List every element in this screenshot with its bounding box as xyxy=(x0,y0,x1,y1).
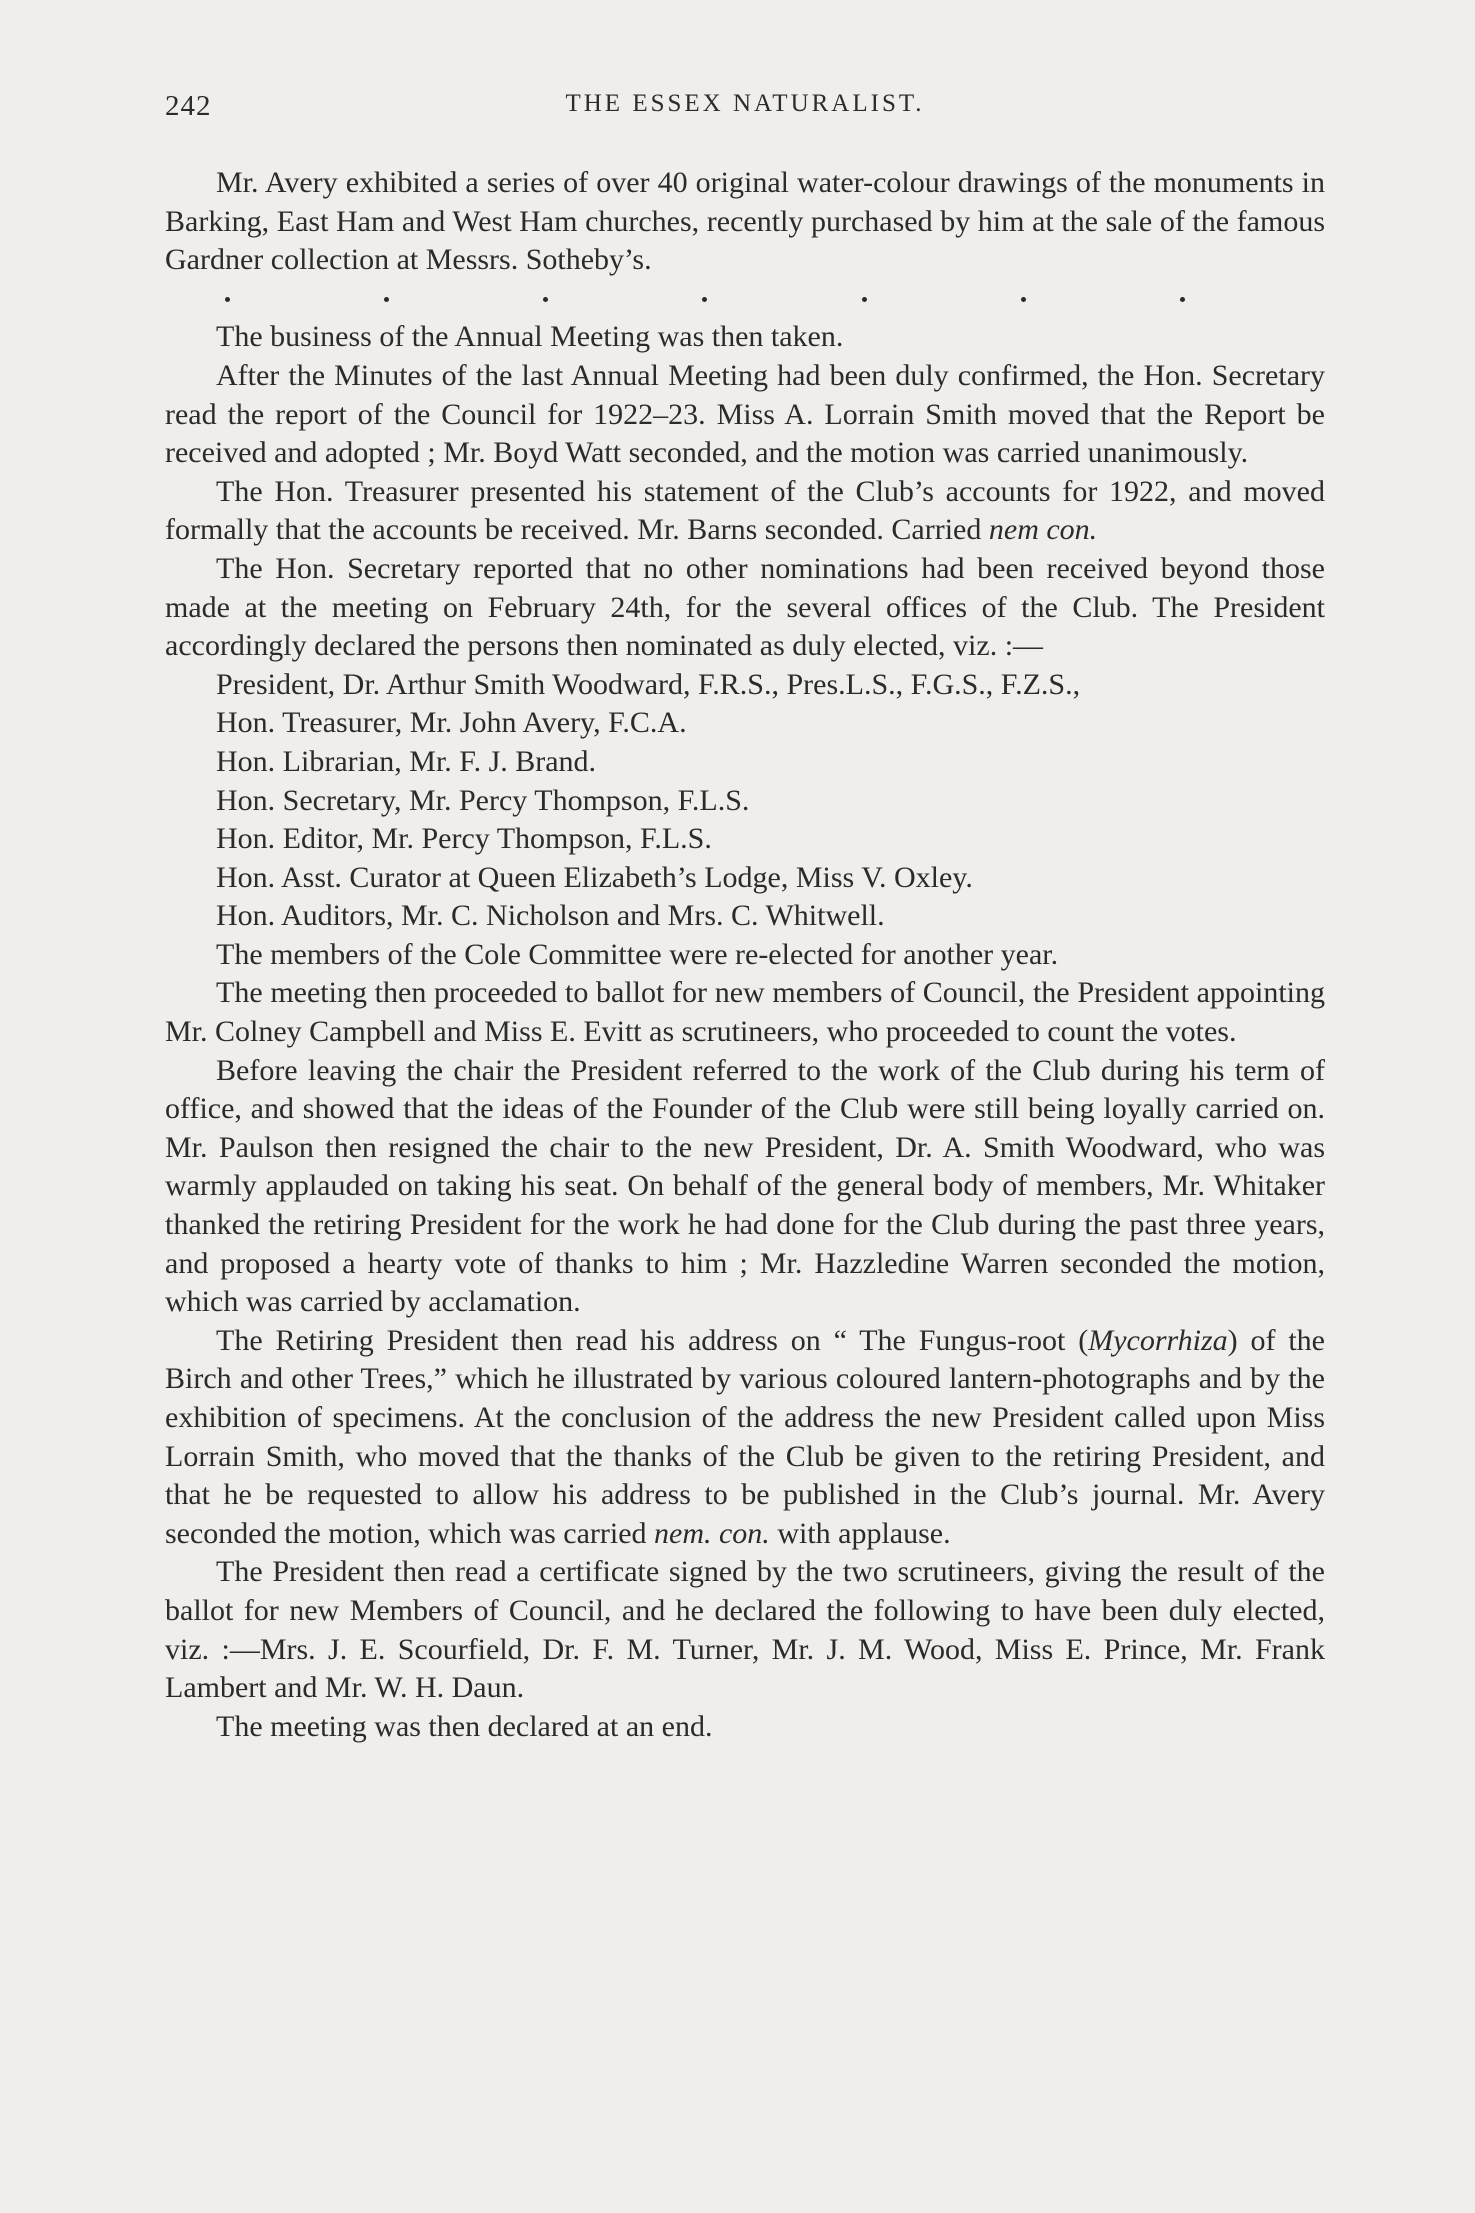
separator-dot xyxy=(225,297,230,302)
nem-con-italic: nem con. xyxy=(988,513,1098,547)
separator-dot xyxy=(862,297,867,302)
separator-dot xyxy=(543,297,548,302)
paragraph-council-result: The President then read a certificate signed by the two scrutineers, giving the result of the ballot for new Members of Council, and he declared the following to have been duly elected, viz. :—Mrs. J. E. Scourfield, Dr. F. M. Turner, Mr. J. M. Wood, Miss E. Prince, Mr. Frank Lambert and Mr. W. H. Daun. xyxy=(165,1555,1325,1705)
separator-dot xyxy=(384,297,389,302)
paragraph-treasurer xyxy=(165,473,1325,550)
officer-item: Hon. Asst. Curator at Queen Elizabeth’s Lodge, Miss V. Oxley. xyxy=(216,860,973,894)
address-text-c: with applause. xyxy=(769,1516,951,1550)
officer-item: President, Dr. Arthur Smith Woodward, F.R.S., Pres.L.S., F.G.S., F.Z.S., xyxy=(216,667,1081,701)
separator-dot xyxy=(1180,297,1185,302)
officer-item: Hon. Secretary, Mr. Percy Thompson, F.L.S. xyxy=(216,783,750,817)
address-text-b: ) of the Birch and other Trees,” which he illustrated by various coloured lantern-photographs and by the exhibition of specimens. At the conclusion of the address the new President called upon Miss Lorrain Smith, who moved that the thanks of the Club be given to the retiring President, and that he be requested to allow his address to be published in the Club’s journal. Mr. Avery seconded the motion, which was carried xyxy=(165,1323,1325,1550)
paragraph-address xyxy=(165,1322,1325,1554)
paragraph-nominations: The Hon. Secretary reported that no other nominations had been received beyond those made at the meeting on February 24th, for the several offices of the Club. The President accordingly declared the persons then nominated as duly elected, viz. :— xyxy=(165,551,1325,663)
page-header xyxy=(165,90,1325,130)
paragraph-ballot: The meeting then proceeded to ballot for new members of Council, the President appointing Mr. Colney Campbell and Miss E. Evitt as scrutineers, who proceeded to count the votes. xyxy=(165,976,1325,1049)
officer-item: Hon. Auditors, Mr. C. Nicholson and Mrs. C. Whitwell. xyxy=(216,899,885,933)
treasurer-text: The Hon. Treasurer presented his statement of the Club’s accounts for 1922, and moved formally that the accounts be received. Mr. Barns seconded. Carried xyxy=(165,474,1325,547)
paragraph-cole-committee: The members of the Cole Committee were re-elected for another year. xyxy=(216,937,1059,971)
ellipsis-separator xyxy=(165,280,1325,319)
separator-dot xyxy=(1021,297,1026,302)
article-body xyxy=(165,164,1325,1746)
separator-dot xyxy=(702,297,707,302)
officer-item: Hon. Librarian, Mr. F. J. Brand. xyxy=(216,744,597,778)
running-title: THE ESSEX NATURALIST. xyxy=(565,90,925,117)
nem-con-italic: nem. con. xyxy=(654,1516,770,1550)
officer-item: Hon. Treasurer, Mr. John Avery, F.C.A. xyxy=(216,706,687,740)
address-text-a: The Retiring President then read his address on “ The Fungus-root ( xyxy=(216,1323,1089,1357)
officer-list xyxy=(165,666,1325,936)
paragraph-leaving-chair: Before leaving the chair the President referred to the work of the Club during his term of office, and showed that the ideas of the Founder of the Club were still being loyally carried on. Mr. Paulson then resigned the chair to the new President, Dr. A. Smith Woodward, who was warmly applauded on taking his seat. On behalf of the general body of members, Mr. Whitaker thanked the retiring President for the work he had done for the Club during the past three years, and proposed a hearty vote of thanks to him ; Mr. Hazzledine Warren seconded the motion, which was carried by acclamation. xyxy=(165,1053,1325,1319)
paragraph-annual-meeting: The business of the Annual Meeting was then taken. xyxy=(216,320,844,354)
page-number: 242 xyxy=(165,90,212,122)
paragraph-closing: The meeting was then declared at an end. xyxy=(216,1709,713,1743)
paragraph-avery-drawings: Mr. Avery exhibited a series of over 40 original water-colour drawings of the monuments in Barking, East Ham and West Ham churches, recently purchased by him at the sale of the famous Gardner collection at Messrs. Sotheby’s. xyxy=(165,166,1325,277)
mycorrhiza-italic: Mycorrhiza xyxy=(1088,1323,1228,1357)
officer-item: Hon. Editor, Mr. Percy Thompson, F.L.S. xyxy=(216,822,712,856)
paragraph-minutes: After the Minutes of the last Annual Meeting had been duly confirmed, the Hon. Secretary read the report of the Council for 1922–23. Miss A. Lorrain Smith moved that the Report be received and adopted ; Mr. Boyd Watt seconded, and the motion was carried unanimously. xyxy=(165,358,1325,470)
